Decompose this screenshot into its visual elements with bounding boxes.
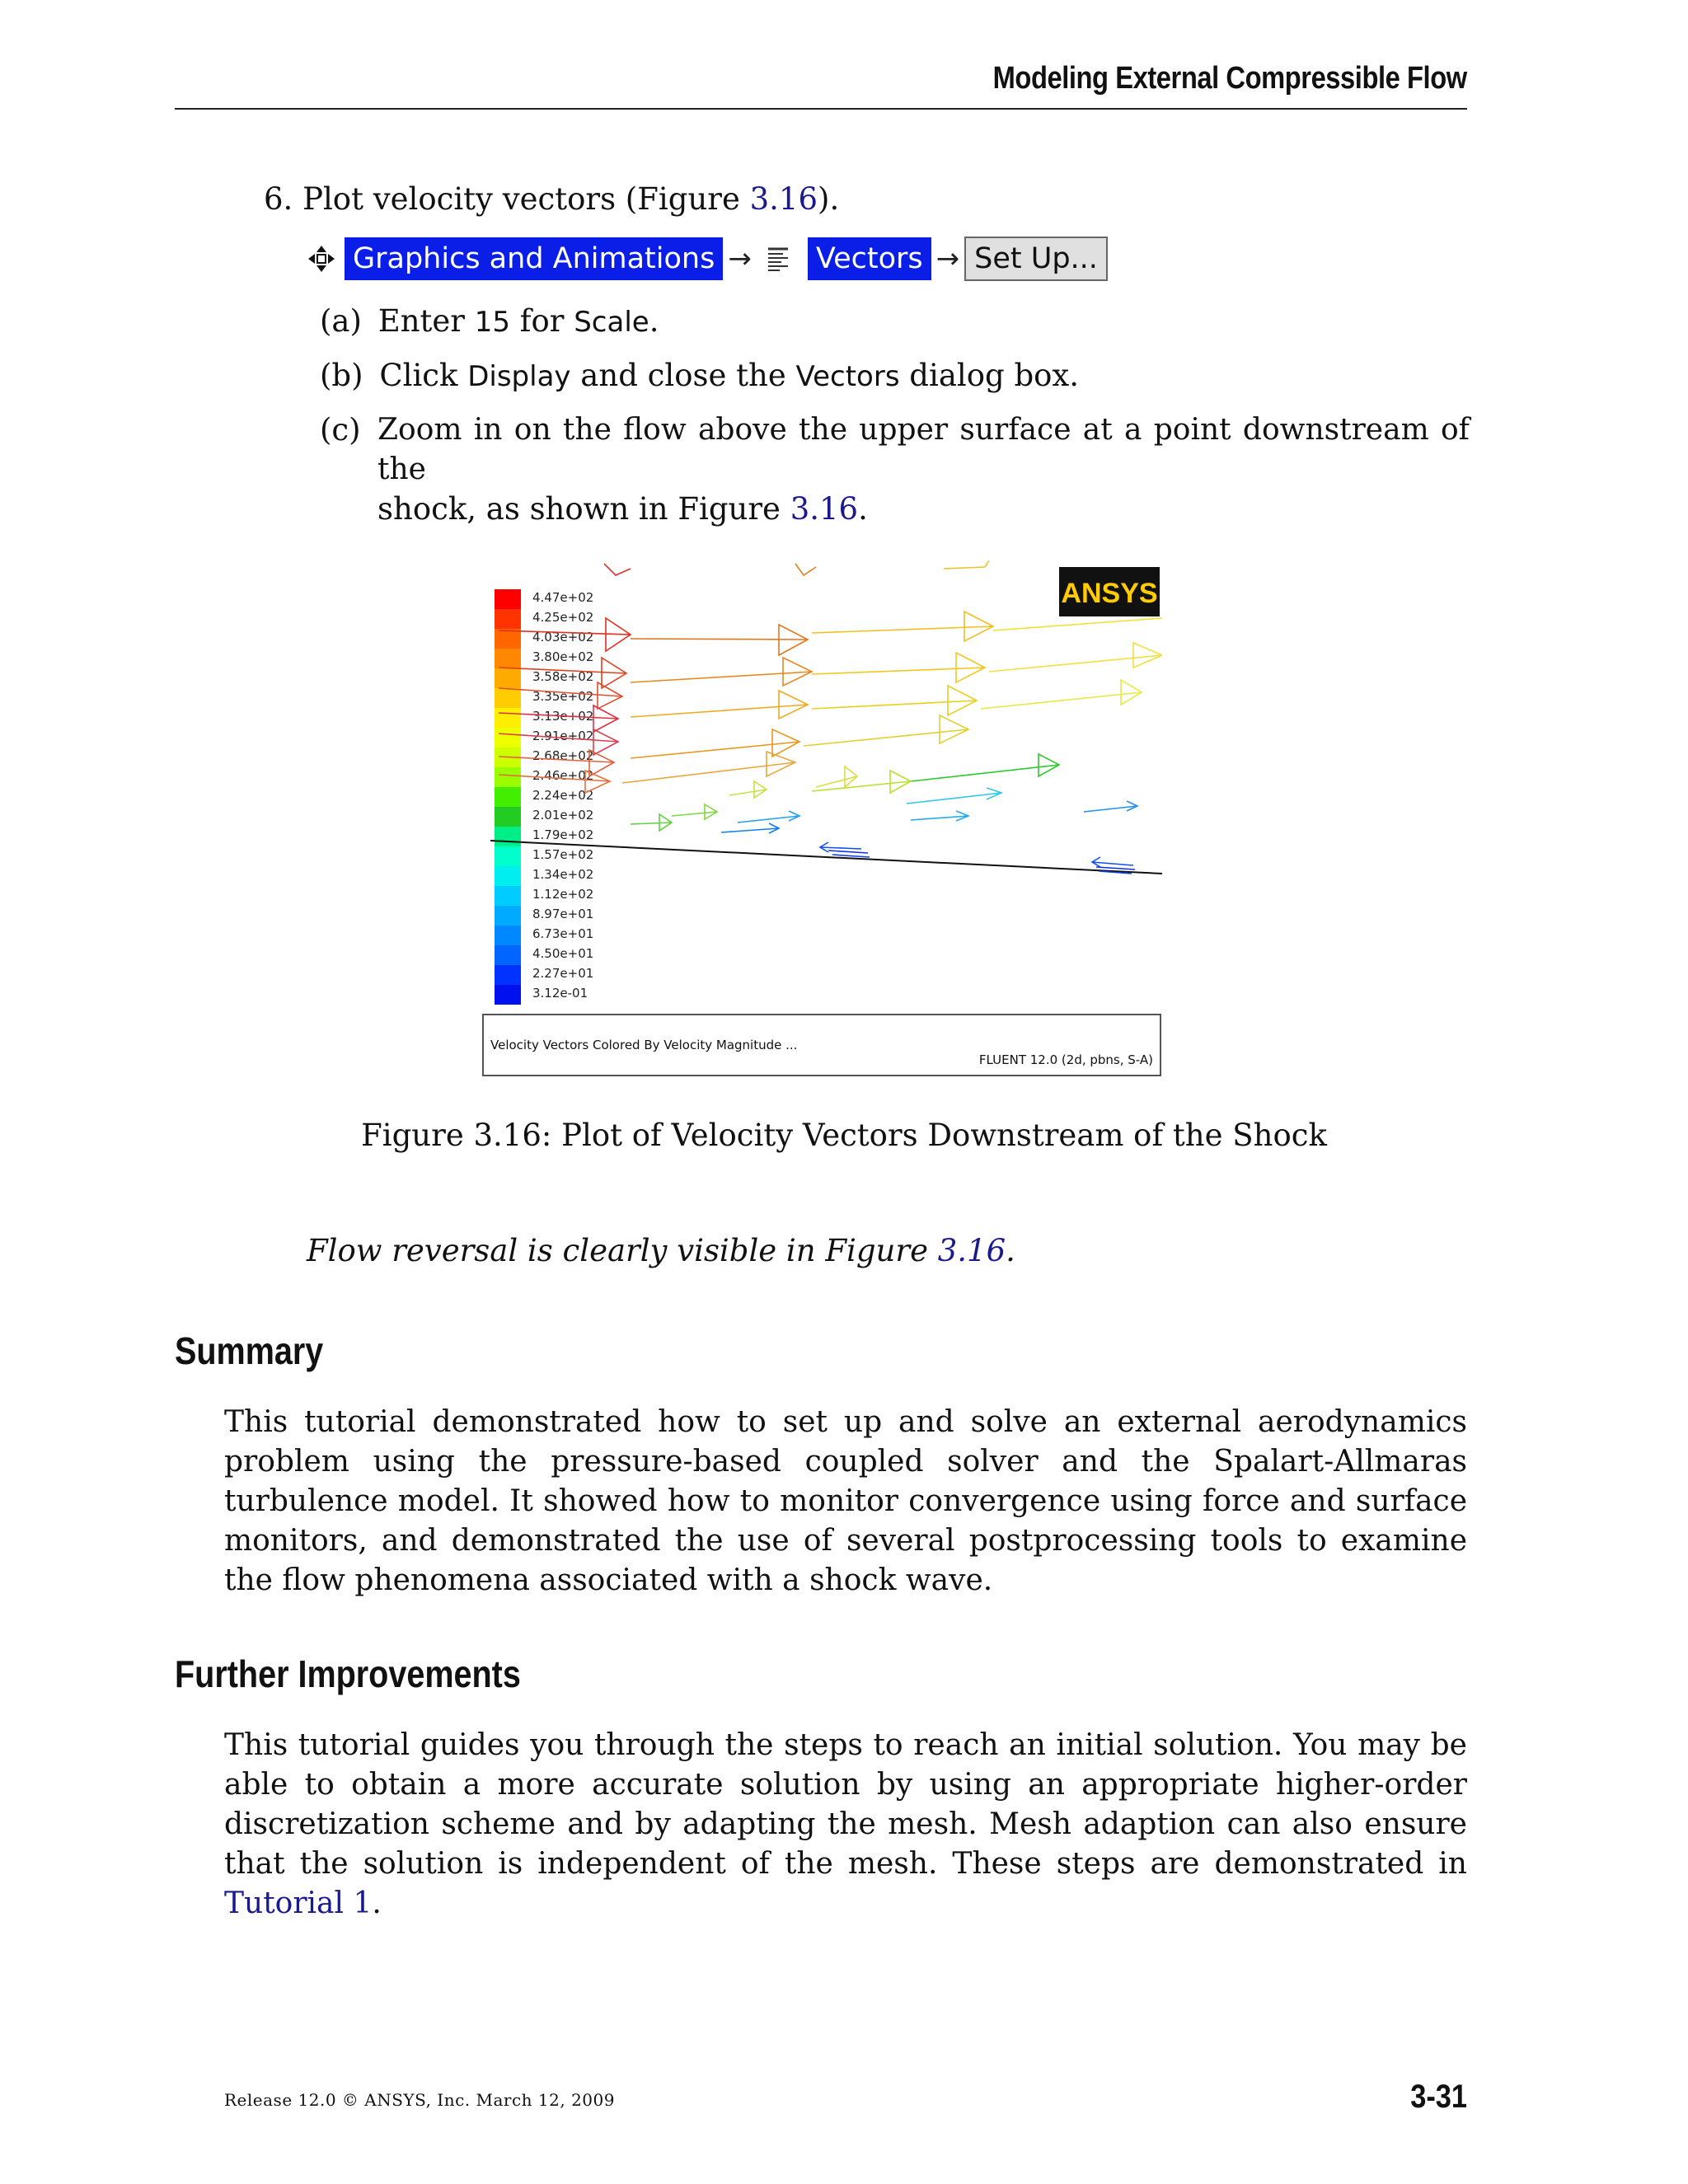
substep-b-text2: and close the <box>570 358 796 393</box>
legend-label: 4.25e+02 <box>532 610 594 625</box>
note-text: Flow reversal is clearly visible in Figure <box>307 1233 938 1268</box>
step-number: 6. <box>264 181 293 217</box>
substep-b <box>320 356 1079 396</box>
graphics-and-animations-button[interactable]: Graphics and Animations <box>345 237 723 280</box>
vectors-dialog-label: Vectors <box>795 360 900 393</box>
legend-label: 1.34e+02 <box>532 867 594 882</box>
legend-label: 4.03e+02 <box>532 630 594 644</box>
substep-c <box>320 410 1470 529</box>
step-6 <box>264 180 839 219</box>
substep-a-label: (a) <box>320 303 362 339</box>
further-improvements-heading: Further Improvements <box>175 1652 521 1695</box>
substep-a-end: . <box>649 303 659 339</box>
legend-label: 4.47e+02 <box>532 590 594 605</box>
legend-label: 2.91e+02 <box>532 729 594 743</box>
velocity-vector-plot <box>482 560 1162 1080</box>
improvements-text: This tutorial guides you through the steps to reach an initial solution. You may be able to obtain a more accurate solution by using an appropriate higher-order discretization scheme and by adapting the mesh. Mesh adaption can also ensure that the solution is independent of the mesh. These steps are demonstrated in <box>224 1728 1467 1881</box>
step-text: Plot velocity vectors (Figure <box>302 181 750 217</box>
figure-3-16 <box>482 560 1162 1080</box>
substep-b-text: Click <box>379 358 468 393</box>
summary-heading: Summary <box>175 1329 324 1372</box>
legend-label: 3.13e+02 <box>532 709 594 724</box>
info-right-text: FLUENT 12.0 (2d, pbns, S-A) <box>978 1052 1153 1067</box>
footer-release: Release 12.0 © ANSYS, Inc. March 12, 2009 <box>224 2090 615 2110</box>
substep-a-text2: for <box>510 303 574 339</box>
legend-label: 2.24e+02 <box>532 788 594 803</box>
display-button-label: Display <box>467 360 571 393</box>
improvements-paragraph <box>224 1726 1467 1924</box>
info-left-text: Velocity Vectors Colored By Velocity Magnitude ... <box>490 1038 798 1052</box>
header-rule <box>175 108 1467 110</box>
nav-arrow: → <box>728 242 752 275</box>
legend-label: 4.50e+01 <box>532 946 594 961</box>
legend-label: 1.57e+02 <box>532 847 594 862</box>
legend-label: 8.97e+01 <box>532 907 594 921</box>
legend-label: 3.35e+02 <box>532 689 594 704</box>
step-text-end: ). <box>818 181 840 217</box>
legend-label: 1.79e+02 <box>532 827 594 842</box>
legend-label: 1.12e+02 <box>532 887 594 902</box>
legend-label: 3.80e+02 <box>532 649 594 664</box>
substep-a-text: Enter <box>377 303 475 339</box>
legend-label: 2.68e+02 <box>532 748 594 763</box>
legend-label: 6.73e+01 <box>532 926 594 941</box>
move-icon <box>303 241 340 277</box>
legend-label: 3.58e+02 <box>532 669 594 684</box>
page-number: 3-31 <box>1410 2079 1467 2115</box>
legend-label: 2.27e+01 <box>532 966 594 981</box>
nav-arrow-2: → <box>935 242 960 275</box>
figure-caption: Figure 3.16: Plot of Velocity Vectors Downstream of the Shock <box>361 1118 1327 1153</box>
substep-c-line1: Zoom in on the flow above the upper surface at a point downstream of the <box>377 413 1470 486</box>
substep-c-label: (c) <box>320 412 361 448</box>
improvements-end: . <box>372 1886 382 1920</box>
legend-label: 2.01e+02 <box>532 808 594 823</box>
vectors-button[interactable]: Vectors <box>808 237 931 280</box>
legend-label: 3.12e-01 <box>532 986 588 1001</box>
substep-c-line2: shock, as shown in Figure <box>377 491 790 527</box>
substep-c-end: . <box>858 491 868 527</box>
running-header-title: Modeling External Compressible Flow <box>992 61 1467 96</box>
legend-label: 2.46e+02 <box>532 768 594 783</box>
list-icon <box>763 242 796 275</box>
scale-field-label: Scale <box>574 306 649 339</box>
flow-reversal-note <box>307 1231 1015 1271</box>
summary-paragraph: This tutorial demonstrated how to set up and solve an external aerodynamics problem using the pressure-based coupled solver and the Spalart-Allmaras turbulence model. It showed how to monitor convergence using force and surface monitors, and demonstrated the use of several postprocessing tools to examine the flow phenomena associated with a shock wave. <box>224 1405 1467 1597</box>
colormap-bar <box>495 589 521 1005</box>
note-end: . <box>1006 1233 1015 1268</box>
figure-ref-link[interactable]: 3.16 <box>749 181 818 217</box>
set-up-button[interactable]: Set Up... <box>964 237 1108 281</box>
ansys-logo-text: ANSYS <box>1061 578 1158 609</box>
scale-value: 15 <box>474 306 511 339</box>
nav-path <box>303 236 1108 282</box>
figure-ref-link-3[interactable]: 3.16 <box>937 1233 1006 1268</box>
substep-a <box>320 302 659 342</box>
figure-ref-link-2[interactable]: 3.16 <box>790 491 859 527</box>
tutorial-1-link[interactable]: Tutorial 1 <box>224 1886 373 1920</box>
ansys-logo <box>1059 567 1160 616</box>
substep-b-label: (b) <box>320 358 363 393</box>
substep-b-end: dialog box. <box>899 358 1080 393</box>
